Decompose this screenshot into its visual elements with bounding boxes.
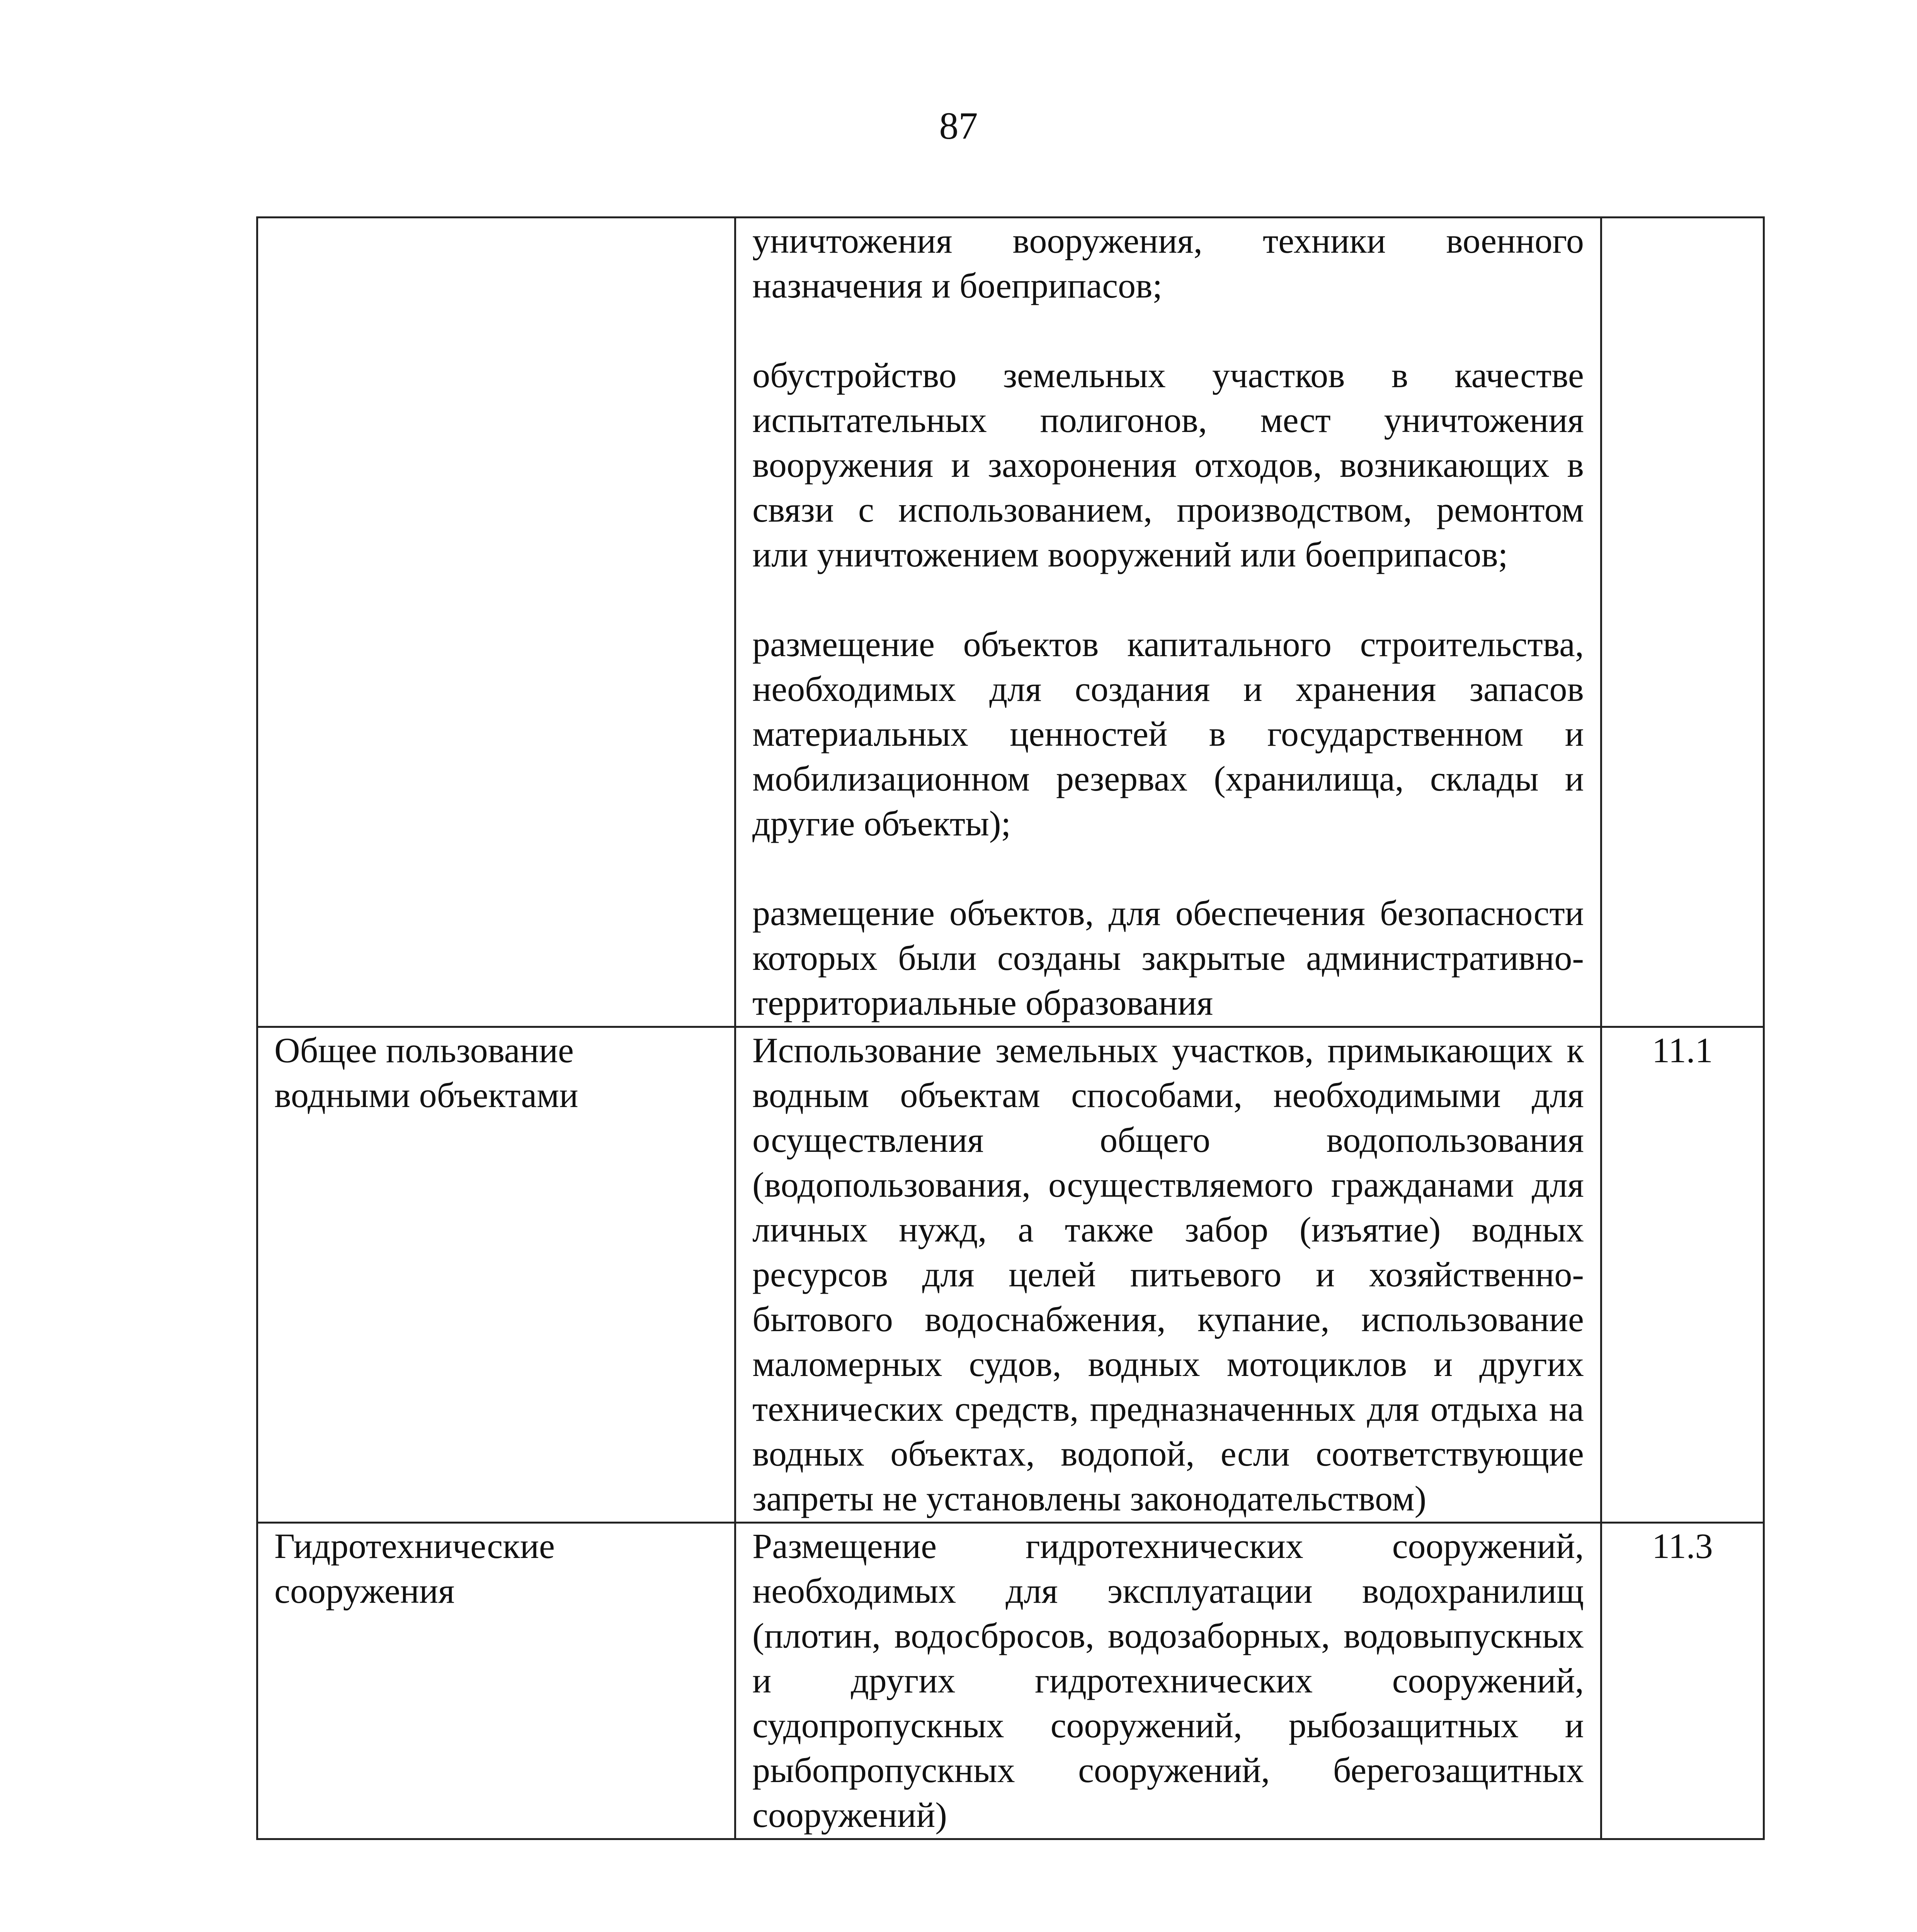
use-description-cell — [735, 218, 1601, 1027]
use-code-cell: 11.1 — [1601, 1027, 1764, 1523]
use-code-cell: 11.3 — [1601, 1523, 1764, 1839]
description-paragraph: Использование земельных участков, примыкающих к водным объектам способами, необходимыми для осуществления общего водопользования (водопользования, осуществляемого гражданами для личных нужд, а также забор (изъятие) водных ресурсов для целей питьевого и хозяйственно-бытового водоснабжения, купание, использование маломерных судов, водных мотоциклов и других технических средств, предназначенных для отдыха на водных объектах, водопой, если соответствующие запреты не установлены законодательством) — [752, 1031, 1584, 1518]
use-code-cell — [1601, 218, 1764, 1027]
description-paragraph: размещение объектов капитального строительства, необходимых для создания и хранения запасов материальных ценностей в государственном и мобилизационном резервах (хранилища, склады и другие объекты); — [752, 624, 1584, 843]
use-description-cell — [735, 1523, 1601, 1839]
table-row — [257, 1523, 1764, 1839]
use-name-cell: Гидротехнические сооружения — [257, 1523, 735, 1839]
use-name-cell: Общее пользование водными объектами — [257, 1027, 735, 1523]
land-use-table-continued — [256, 216, 1765, 1840]
table-row — [257, 218, 1764, 1027]
page-number: 87 — [939, 104, 978, 147]
use-name-cell — [257, 218, 735, 1027]
description-paragraph: размещение объектов, для обеспечения безопасности которых были созданы закрытые административно-территориальные образования — [752, 893, 1584, 1022]
use-description-cell — [735, 1027, 1601, 1523]
description-paragraph: обустройство земельных участков в качестве испытательных полигонов, мест уничтожения вооружения и захоронения отходов, возникающих в связи с использованием, производством, ремонтом или уничтожением вооружений или боеприпасов; — [752, 355, 1584, 574]
description-paragraph: уничтожения вооружения, техники военного назначения и боеприпасов; — [752, 221, 1584, 305]
description-paragraph: Размещение гидротехнических сооружений, необходимых для эксплуатации водохранилищ (плотин, водосбросов, водозаборных, водовыпускных и других гидротехнических сооружений, судопропускных сооружений, рыбозащитных и рыбопропускных сооружений, берегозащитных сооружений) — [752, 1526, 1584, 1835]
table-row — [257, 1027, 1764, 1523]
